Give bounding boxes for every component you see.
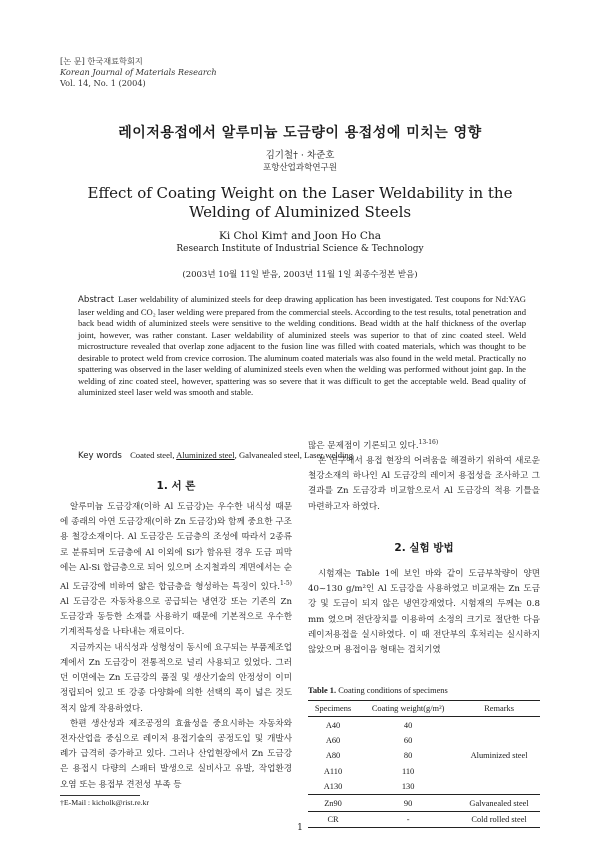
table-row — [308, 795, 540, 811]
section-1-title: 1. 서 론 — [156, 480, 196, 492]
journal-line-1: [논 문] 한국재료학회지 — [60, 56, 143, 66]
table-caption-label: Table 1. — [308, 686, 337, 695]
left-paragraph-3-text: 한편 생산성과 제조공정의 효율성을 중요시하는 자동차와 전자산업을 중심으로 레이저 용접기술의 공정도입 및 개발사례가 급격히 증가하고 있다. 그러나 산업현장에서 Zn 도금강은 용접시 다량의 스패터 발생으로 실비사고 유발, 작업환경 오염 또는 용접부 견전성 부족 등 — [60, 718, 292, 790]
ref-1: 1-5) — [279, 580, 292, 588]
english-authors: Ki Chol Kim† and Joon Ho Cha — [218, 230, 381, 242]
table-header-row — [308, 701, 540, 717]
right-column-top — [308, 435, 540, 515]
page-number: 1 — [297, 823, 303, 833]
table-caption — [308, 686, 448, 695]
keywords-label: Key words — [78, 451, 122, 461]
table-caption-text: Coating conditions of specimens — [338, 686, 448, 695]
left-paragraph-3 — [60, 717, 292, 793]
table-cell: - — [358, 811, 458, 827]
left-paragraph-1 — [60, 500, 292, 641]
right-paragraph-1-text: 많은 문제점이 기론되고 있다. — [308, 440, 419, 451]
table-cell: A80 — [325, 751, 341, 761]
table-cell: A60 — [325, 735, 341, 745]
table-cell — [458, 733, 540, 748]
table-cell: 110 — [401, 766, 415, 776]
table-cell: 80 — [403, 751, 413, 761]
table-row — [308, 733, 540, 748]
left-paragraph-1-text: 알루미늄 도금강재(이하 Al 도금강)는 우수한 내식성 때문에 종래의 아연 도금강재(이하 Zn 도금강)와 함께 중요한 구조용 철강소재이다. Al 도금강은 도금층의 조성에 따라서 2종류로 분류되며 도금층에 Al 이외에 Si가 함유된 경우 도금 피막에는 Al-Si 합금층으로 되어 있으며 소지철과의 계면에서는 순 Al 도금강에 비하여 얇은 합금층을 형성하는 특징이 있다. — [60, 502, 292, 592]
received-dates: (2003년 10월 11일 받음, 2003년 11월 1일 최종수정본 받음) — [182, 270, 418, 280]
right-paragraph-1 — [308, 435, 540, 454]
table-header: Remarks — [458, 701, 540, 717]
section-1-heading — [60, 478, 292, 493]
right-paragraph-3: 시험재는 Table 1에 보인 바와 같이 도금부착량이 양면 40~130 g/m²인 Al 도금강을 사용하였고 비교재는 Zn 도금강 및 도금이 되지 않은 냉연강재였다. 시험재의 두께는 0.8 mm 였으며 전단장치를 이용하여 소정의 크기로 절단한 다음 레이저용접을 실시하였다. 이 때 전단부의 후처리는 실시하지 않았으며 용접이음 형태는 겹치기였 — [308, 569, 540, 656]
korean-authors: 김기철† · 차준호 — [265, 150, 335, 161]
section-2-heading — [308, 540, 540, 555]
right-column-body — [308, 567, 540, 658]
table-cell: Galvanealed steel — [458, 795, 540, 811]
table-cell: 40 — [403, 720, 413, 730]
table-header: Coating weight(g/m²) — [358, 701, 458, 717]
right-paragraph-2: 본 연구에서 용접 현장의 어려움을 해결하기 위하여 새로운 철강소재의 하나인 Al 도금강의 레이저 용접성을 조사하고 그 결과를 Zn 도금강과 비교함으로서 Al 도금강의 적용 기틀을 마련하고자 하였다. — [308, 456, 540, 512]
table-cell: Aluminized steel — [470, 751, 528, 761]
table-header: Specimens — [308, 701, 358, 717]
keyword-1: Coated steel, — [130, 450, 175, 460]
table-cell: CR — [308, 811, 358, 827]
ref-3: 13-16) — [418, 439, 439, 446]
english-title: Effect of Coating Weight on the Laser Weldability in the Welding of Aluminized Steels — [87, 184, 513, 221]
korean-title: 레이저용접에서 알루미늄 도금량이 용접성에 미치는 영향 — [118, 125, 482, 141]
journal-header — [60, 56, 217, 89]
keyword-3: , Galvanealed steel, Laser welding — [234, 450, 353, 460]
table-cell — [458, 779, 540, 795]
journal-line-2: Korean Journal of Materials Research — [60, 67, 217, 77]
table-row — [308, 717, 540, 733]
left-paragraph-2: 지금까지는 내식성과 성형성이 동시에 요구되는 부품제조업계에서 Zn 도금강이 전통적으로 널리 사용되고 있었다. 그러던 이면에는 Zn 도금강의 품질 및 생산기술의 안정성이 이미 정립되어 있고 또 강종 다양화에 의한 선택의 폭이 넓은 것도 적지 않게 작용하였다. — [60, 642, 292, 714]
table-cell: 130 — [401, 782, 415, 792]
footnote-email: †E-Mail : kicholk@rist.re.kr — [60, 798, 150, 807]
table-cell: 90 — [358, 795, 458, 811]
table-row — [308, 748, 540, 763]
table-row — [308, 779, 540, 795]
abstract-label: Abstract — [78, 295, 115, 305]
abstract-text: Laser weldability of aluminized steels for deep drawing application has been investigated. Test coupons for Nd:YAG laser welding and CO₂ laser welding were prepared from the commercial steels. According to the test results, total penetration and back bead width of aluminized steels were sensitive to the welding conditions. Bead width at the half thickness of the overlap joint, however, was rather constant. Laser weldability of aluminized steels was superior to that of zinc coated steel. Weld microstructure revealed that overlap zone adjacent to the fusion line was filled with coated materials, which was thought to be desirable to protect weld from crevice corrosion. The aluminum coated materials was also found in the weld metal. Practically no spattering was observed in the laser welding of aluminized steels even when the welding was performed without joint gap. In the welding of zinc coated steel, however, spattering was so severe that it was difficult to get the acceptable weld. Bead quality of aluminized steel laser weld was smooth and stable. — [78, 294, 526, 397]
table-cell: 60 — [403, 735, 413, 745]
table-cell: Cold rolled steel — [458, 811, 540, 827]
table-cell: A40 — [325, 720, 341, 730]
korean-affiliation: 포항산업과학연구원 — [263, 163, 337, 173]
footnote-divider — [60, 795, 140, 796]
journal-line-3: Vol. 14, No. 1 (2004) — [60, 78, 146, 88]
english-affiliation: Research Institute of Industrial Science & Technology — [176, 244, 424, 254]
table-cell: A110 — [323, 766, 343, 776]
keyword-2: Aluminized steel — [176, 450, 235, 460]
table-cell: A130 — [323, 782, 343, 792]
abstract — [78, 294, 526, 399]
table-cell — [458, 717, 540, 733]
coating-table — [308, 700, 540, 828]
left-paragraph-1b-text: Al 도금강은 자동차용으로 공급되는 냉연강 또는 기존의 Zn 도금강과 동등한 소재를 사용하기 때문에 기본적으로 우수한 기계적특성을 나타내는 재료이다. — [60, 597, 292, 638]
left-column-body — [60, 500, 292, 793]
section-2-title: 2. 실험 방법 — [394, 542, 454, 554]
table-cell: Zn90 — [308, 795, 358, 811]
table-cell — [458, 764, 540, 779]
table-row — [308, 764, 540, 779]
